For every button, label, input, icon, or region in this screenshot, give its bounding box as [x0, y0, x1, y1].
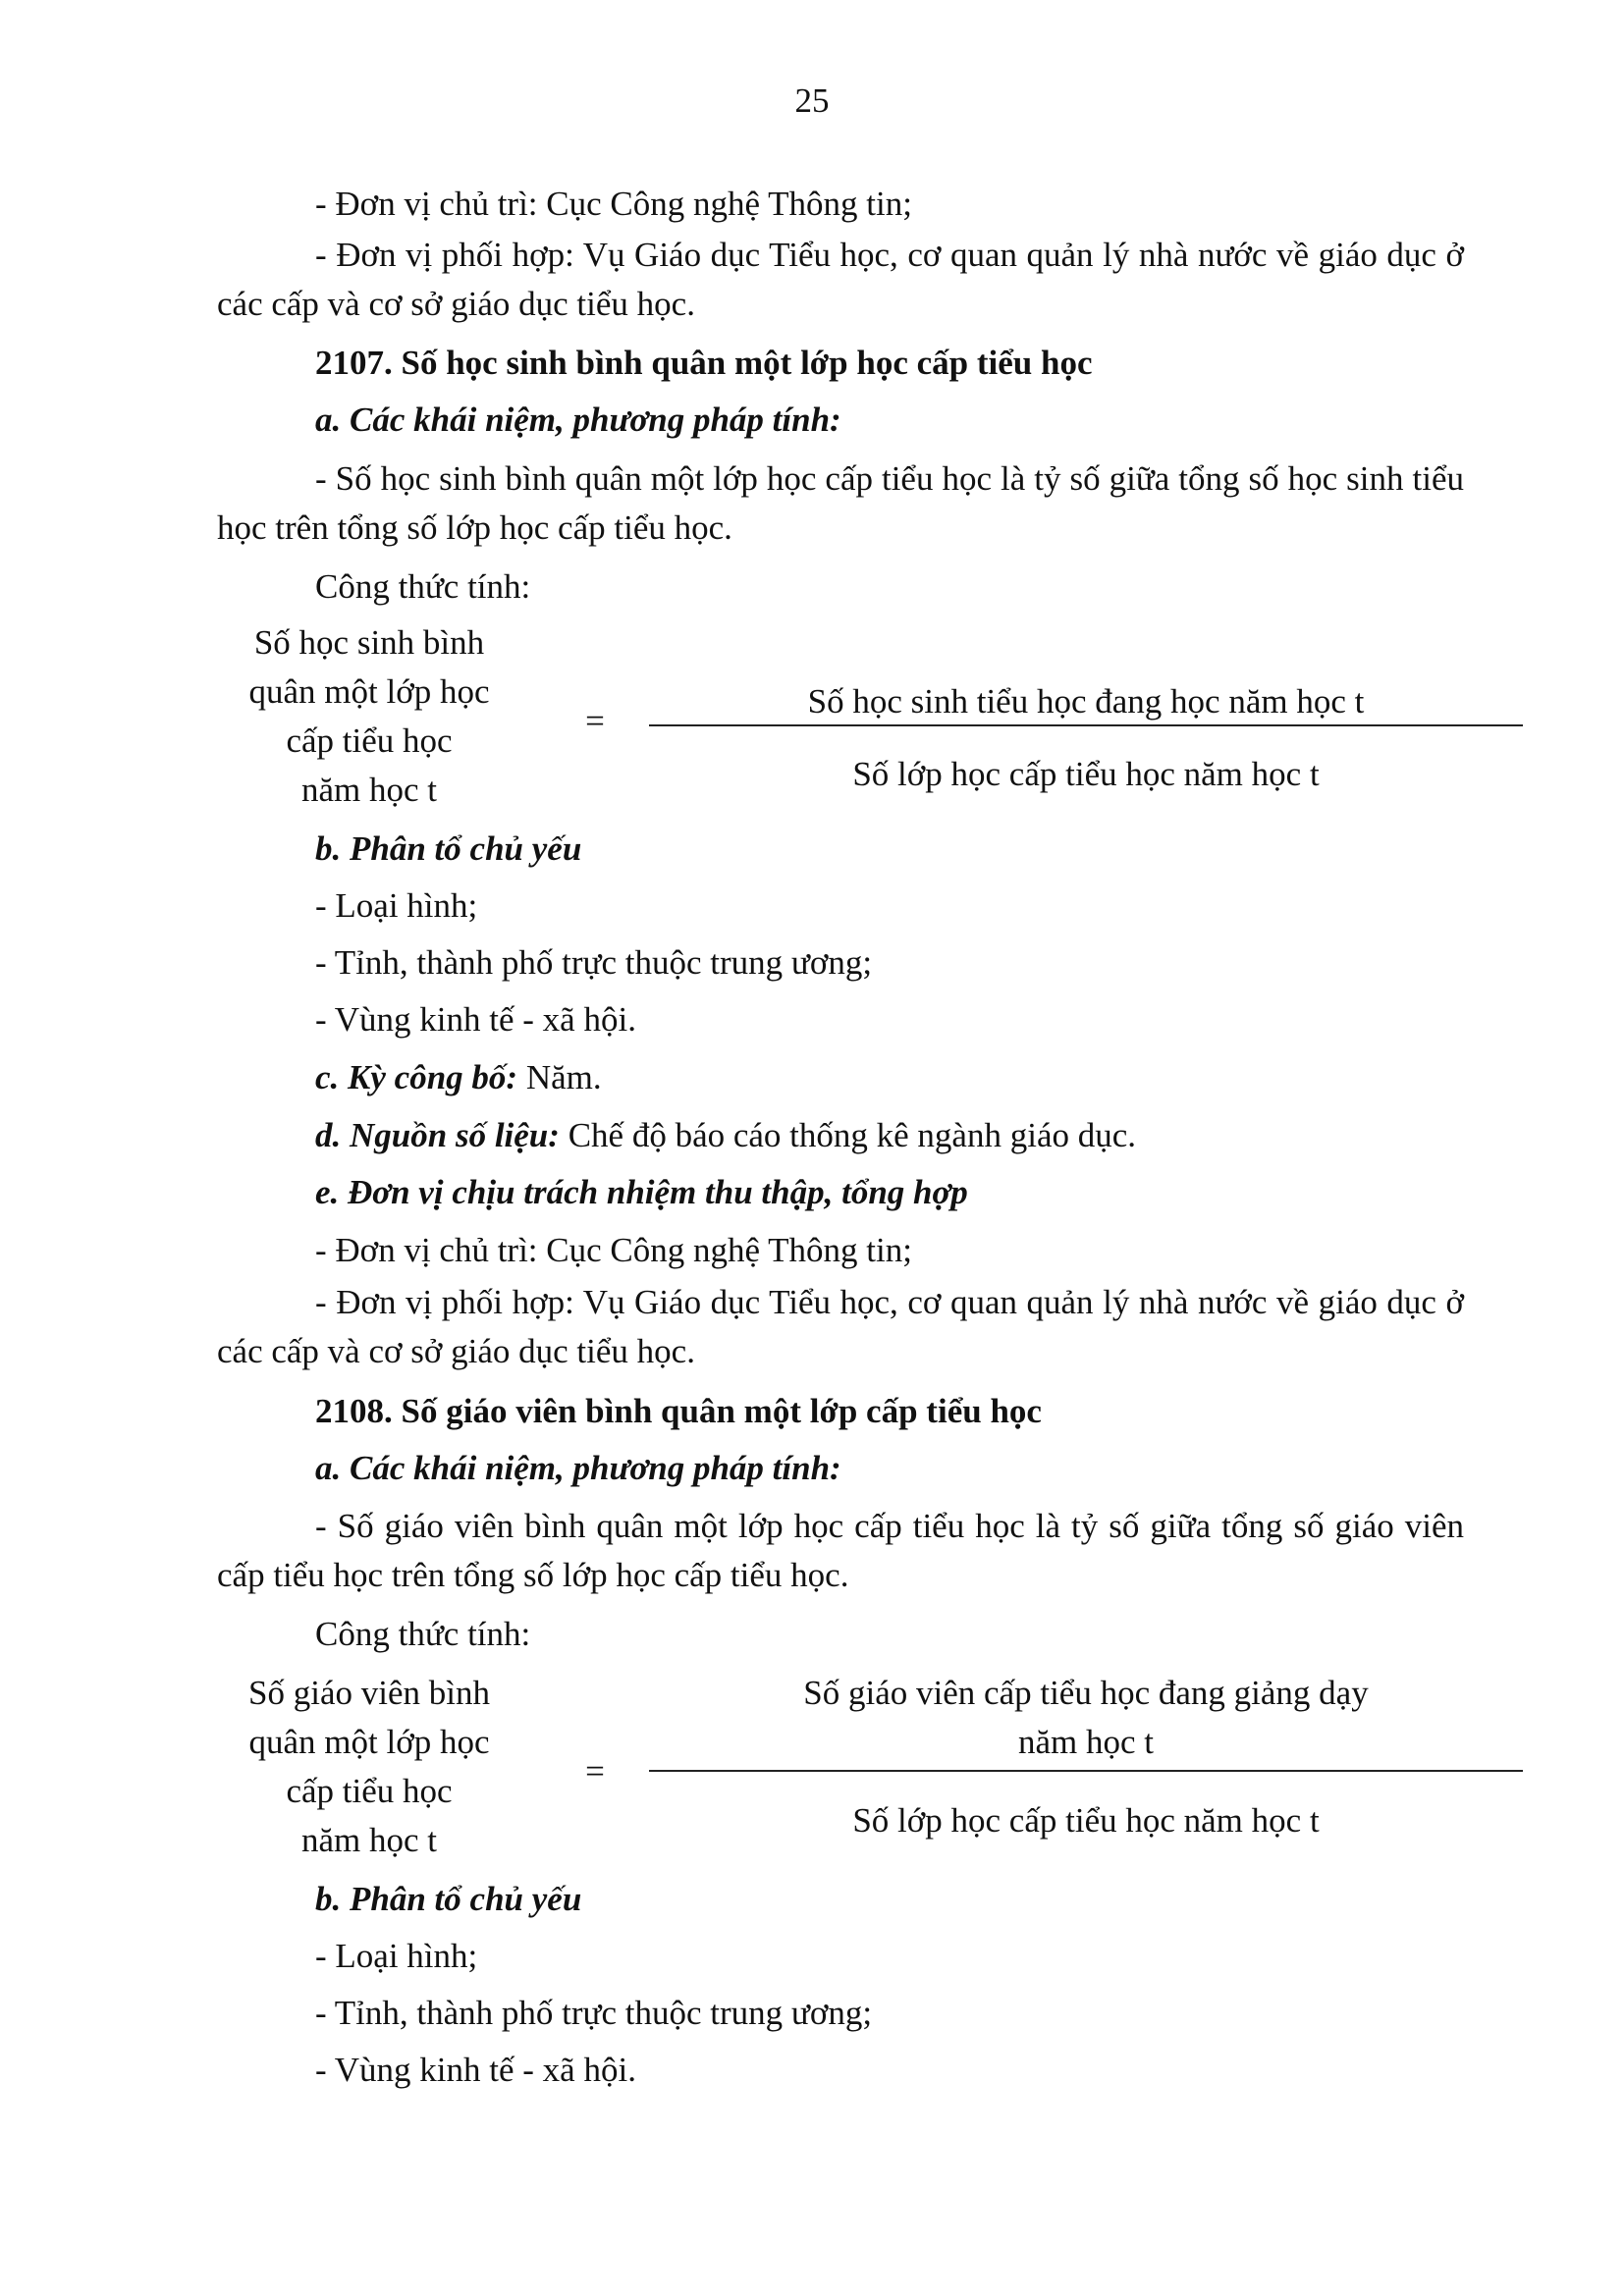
breakdown-item: - Tỉnh, thành phố trực thuộc trung ương; — [315, 1994, 873, 2032]
host-unit-line: - Đơn vị chủ trì: Cục Công nghệ Thông tin; — [315, 185, 912, 223]
breakdown-item: - Vùng kinh tế - xã hội. — [315, 2051, 636, 2089]
subheading-breakdown-2108: b. Phân tổ chủ yếu — [315, 1880, 582, 1918]
definition-paragraph-2108: - Số giáo viên bình quân một lớp học cấp tiểu học là tỷ số giữa tổng số giáo viên cấp tiểu học trên tổng số lớp học cấp tiểu học. — [217, 1507, 1464, 1594]
partner-unit-paragraph: - Đơn vị phối hợp: Vụ Giáo dục Tiểu học, cơ quan quản lý nhà nước về giáo dục ở các cấp và cơ sở giáo dục tiểu học. — [217, 236, 1464, 323]
formula-lhs-line: cấp tiểu học — [286, 1772, 453, 1810]
partner-unit-paragraph: - Đơn vị phối hợp: Vụ Giáo dục Tiểu học, cơ quan quản lý nhà nước về giáo dục ở các cấp và cơ sở giáo dục tiểu học. — [217, 1283, 1464, 1370]
breakdown-item: - Loại hình; — [315, 886, 478, 925]
fraction-numerator-line: Số giáo viên cấp tiểu học đang giảng dạy — [803, 1674, 1369, 1712]
breakdown-item: - Vùng kinh tế - xã hội. — [315, 1000, 636, 1039]
formula-lhs-line: năm học t — [300, 771, 438, 809]
publication-period-value: Năm. — [517, 1058, 602, 1096]
equals-sign: = — [585, 702, 605, 740]
data-source-label: d. Nguồn số liệu: — [315, 1116, 560, 1154]
fraction-numerator: Số học sinh tiểu học đang học năm học t — [807, 682, 1365, 721]
data-source-line — [315, 1111, 1136, 1160]
formula-lhs-line: quân một lớp học — [248, 672, 490, 711]
fraction-numerator-line: năm học t — [1017, 1723, 1155, 1761]
subheading-breakdown-2107: b. Phân tổ chủ yếu — [315, 829, 582, 868]
section-heading-2107: 2107. Số học sinh bình quân một lớp học cấp tiểu học — [315, 344, 1093, 382]
formula-label-2108: Công thức tính: — [315, 1615, 531, 1653]
formula-lhs-line: quân một lớp học — [248, 1723, 490, 1761]
host-unit-line: - Đơn vị chủ trì: Cục Công nghệ Thông tin; — [315, 1231, 912, 1269]
fraction-bar — [649, 1770, 1523, 1772]
page-number: 25 — [794, 81, 830, 120]
formula-label-2107: Công thức tính: — [315, 567, 531, 606]
formula-lhs-line: cấp tiểu học — [286, 721, 453, 760]
formula-2107 — [217, 618, 1464, 815]
formula-lhs-line: Số giáo viên bình — [248, 1674, 490, 1712]
subheading-concepts-2107: a. Các khái niệm, phương pháp tính: — [315, 400, 841, 439]
section-heading-2108: 2108. Số giáo viên bình quân một lớp cấp tiểu học — [315, 1392, 1042, 1430]
publication-period-label: c. Kỳ công bố: — [315, 1058, 518, 1096]
subheading-responsible-unit: e. Đơn vị chịu trách nhiệm thu thập, tổng hợp — [315, 1173, 968, 1211]
equals-sign: = — [585, 1752, 605, 1790]
breakdown-item: - Tỉnh, thành phố trực thuộc trung ương; — [315, 943, 873, 982]
fraction — [649, 1669, 1523, 1865]
fraction — [649, 618, 1523, 815]
publication-period-line — [315, 1053, 602, 1102]
definition-paragraph-2107: - Số học sinh bình quân một lớp học cấp tiểu học là tỷ số giữa tổng số học sinh tiểu học trên tổng số lớp học cấp tiểu học. — [217, 459, 1464, 547]
fraction-denominator: Số lớp học cấp tiểu học năm học t — [852, 1801, 1320, 1840]
breakdown-item: - Loại hình; — [315, 1937, 478, 1975]
fraction-denominator: Số lớp học cấp tiểu học năm học t — [852, 755, 1320, 793]
subheading-concepts-2108: a. Các khái niệm, phương pháp tính: — [315, 1449, 841, 1487]
formula-lhs-line: năm học t — [300, 1821, 438, 1859]
formula-2108 — [217, 1669, 1464, 1865]
formula-lhs-line: Số học sinh bình — [253, 623, 485, 662]
fraction-bar — [649, 724, 1523, 726]
data-source-value: Chế độ báo cáo thống kê ngành giáo dục. — [559, 1116, 1137, 1154]
